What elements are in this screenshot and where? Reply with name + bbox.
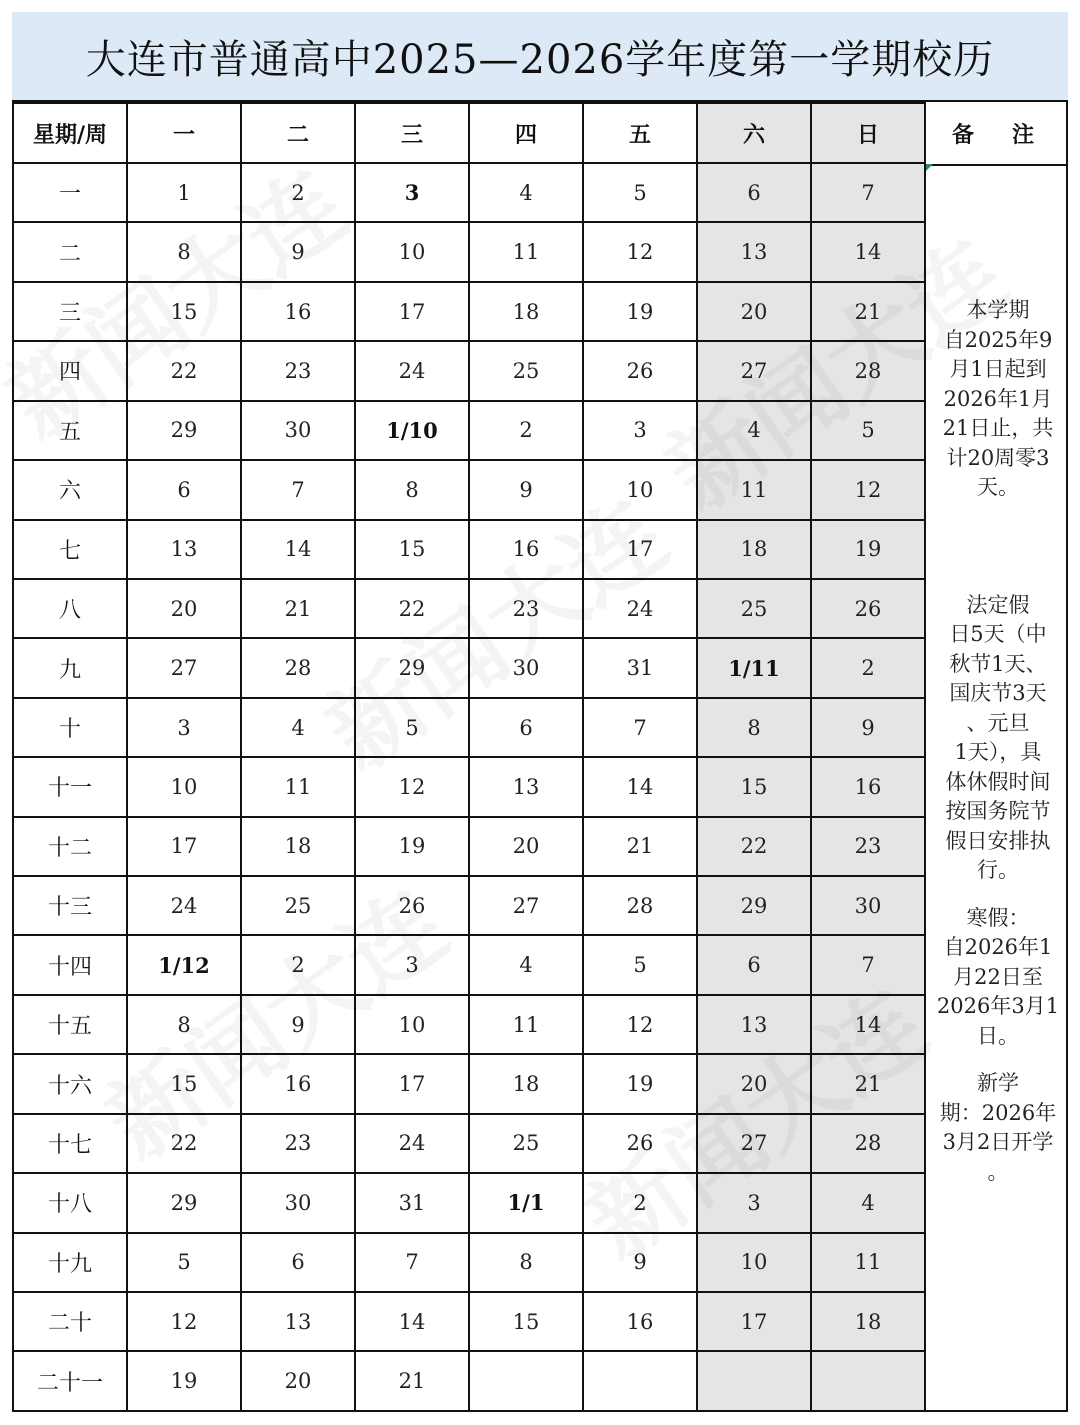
date-cell-sat	[697, 1351, 811, 1411]
date-cell-sun: 28	[811, 341, 925, 400]
date-cell-sun: 21	[811, 1054, 925, 1113]
week-row	[13, 579, 925, 638]
date-cell-sun: 14	[811, 995, 925, 1054]
date-cell-mon: 12	[127, 1292, 241, 1351]
date-cell-sat: 4	[697, 401, 811, 460]
date-cell-wed: 5	[355, 698, 469, 757]
date-cell-sun: 4	[811, 1173, 925, 1232]
date-cell-fri: 12	[583, 222, 697, 281]
date-cell-sun: 16	[811, 757, 925, 816]
day-header-mon: 一	[127, 103, 241, 163]
date-cell-wed: 17	[355, 1054, 469, 1113]
date-cell-sun: 7	[811, 935, 925, 994]
date-cell-wed: 17	[355, 282, 469, 341]
week-number: 五	[13, 401, 127, 460]
date-cell-thu: 1/1	[469, 1173, 583, 1232]
date-cell-sun: 19	[811, 520, 925, 579]
page-title: 大连市普通高中2025—2026学年度第一学期校历	[12, 12, 1068, 102]
week-row	[13, 163, 925, 222]
week-number: 四	[13, 341, 127, 400]
date-cell-wed: 3	[355, 935, 469, 994]
note-line: 自2025年9	[943, 327, 1053, 352]
note-line: 1天），具	[954, 740, 1042, 764]
date-cell-mon: 29	[127, 401, 241, 460]
week-row	[13, 757, 925, 816]
day-header-thu: 四	[469, 103, 583, 163]
date-cell-mon: 1/12	[127, 935, 241, 994]
date-cell-thu: 6	[469, 698, 583, 757]
week-row	[13, 460, 925, 519]
date-cell-sat: 8	[697, 698, 811, 757]
date-cell-fri: 12	[583, 995, 697, 1054]
note-line: 国庆节3天	[949, 681, 1047, 705]
week-row	[13, 520, 925, 579]
week-number: 十	[13, 698, 127, 757]
note-holidays	[932, 591, 1064, 886]
date-cell-sat: 3	[697, 1173, 811, 1232]
notes-column	[924, 102, 1068, 1412]
date-cell-sat: 10	[697, 1233, 811, 1292]
date-cell-tue: 23	[241, 341, 355, 400]
date-cell-tue: 2	[241, 163, 355, 222]
date-cell-sat: 20	[697, 282, 811, 341]
date-cell-mon: 22	[127, 1114, 241, 1173]
date-cell-fri: 7	[583, 698, 697, 757]
date-cell-sat: 22	[697, 817, 811, 876]
week-row	[13, 995, 925, 1054]
date-cell-sun: 18	[811, 1292, 925, 1351]
date-cell-mon: 3	[127, 698, 241, 757]
date-cell-tue: 14	[241, 520, 355, 579]
date-cell-mon: 8	[127, 995, 241, 1054]
date-cell-sat: 27	[697, 341, 811, 400]
date-cell-fri: 26	[583, 341, 697, 400]
week-row	[13, 222, 925, 281]
date-cell-sat: 25	[697, 579, 811, 638]
week-column-header: 星期/周	[13, 103, 127, 163]
date-cell-fri: 16	[583, 1292, 697, 1351]
day-header-sat: 六	[697, 103, 811, 163]
date-cell-tue: 18	[241, 817, 355, 876]
date-cell-thu: 30	[469, 638, 583, 697]
note-line: 秋节1天、	[949, 651, 1047, 676]
week-number: 十七	[13, 1114, 127, 1173]
week-number: 十二	[13, 817, 127, 876]
week-number: 十八	[13, 1173, 127, 1232]
date-cell-wed: 7	[355, 1233, 469, 1292]
date-cell-mon: 13	[127, 520, 241, 579]
date-cell-tue: 7	[241, 460, 355, 519]
date-cell-sun: 30	[811, 876, 925, 935]
week-number: 十三	[13, 876, 127, 935]
date-cell-sat: 15	[697, 757, 811, 816]
date-cell-thu	[469, 1351, 583, 1411]
note-line: 期：2026年	[939, 1100, 1057, 1125]
date-cell-sun: 28	[811, 1114, 925, 1173]
date-cell-wed: 15	[355, 520, 469, 579]
date-cell-tue: 4	[241, 698, 355, 757]
week-row	[13, 638, 925, 697]
date-cell-sun: 21	[811, 282, 925, 341]
week-number: 十九	[13, 1233, 127, 1292]
date-cell-fri: 3	[583, 401, 697, 460]
date-cell-mon: 27	[127, 638, 241, 697]
comment-marker-icon	[926, 164, 933, 171]
date-cell-wed: 26	[355, 876, 469, 935]
note-line: 3月2日开学	[942, 1130, 1054, 1154]
date-cell-thu: 18	[469, 1054, 583, 1113]
date-cell-tue: 9	[241, 995, 355, 1054]
note-new-term	[932, 1069, 1064, 1187]
header-row	[13, 103, 925, 163]
note-line: 假日安排执	[945, 828, 1051, 853]
note-line: 行。	[977, 858, 1019, 882]
date-cell-fri: 5	[583, 935, 697, 994]
date-cell-sun: 2	[811, 638, 925, 697]
week-number: 七	[13, 520, 127, 579]
date-cell-wed: 12	[355, 757, 469, 816]
date-cell-fri: 14	[583, 757, 697, 816]
date-cell-fri: 28	[583, 876, 697, 935]
date-cell-sun: 12	[811, 460, 925, 519]
date-cell-wed: 31	[355, 1173, 469, 1232]
date-cell-wed: 1/10	[355, 401, 469, 460]
notes-header: 备 注	[926, 102, 1068, 166]
date-cell-wed: 29	[355, 638, 469, 697]
date-cell-mon: 5	[127, 1233, 241, 1292]
date-cell-tue: 6	[241, 1233, 355, 1292]
date-cell-wed: 10	[355, 995, 469, 1054]
week-number: 十五	[13, 995, 127, 1054]
date-cell-fri: 26	[583, 1114, 697, 1173]
date-cell-mon: 22	[127, 341, 241, 400]
date-cell-tue: 11	[241, 757, 355, 816]
date-cell-thu: 4	[469, 935, 583, 994]
note-line: 寒假：	[966, 905, 1030, 930]
date-cell-sat: 18	[697, 520, 811, 579]
week-row	[13, 1173, 925, 1232]
date-cell-tue: 23	[241, 1114, 355, 1173]
date-cell-sun: 26	[811, 579, 925, 638]
note-line: 日。	[977, 1023, 1019, 1048]
date-cell-thu: 25	[469, 1114, 583, 1173]
date-cell-wed: 10	[355, 222, 469, 281]
date-cell-thu: 11	[469, 995, 583, 1054]
date-cell-sun: 11	[811, 1233, 925, 1292]
date-cell-tue: 28	[241, 638, 355, 697]
week-row	[13, 1054, 925, 1113]
note-line: 、元旦	[966, 710, 1030, 735]
date-cell-wed: 24	[355, 341, 469, 400]
date-cell-tue: 16	[241, 282, 355, 341]
week-number: 八	[13, 579, 127, 638]
date-cell-sat: 20	[697, 1054, 811, 1113]
date-cell-fri: 2	[583, 1173, 697, 1232]
week-row	[13, 876, 925, 935]
note-line: 月22日至	[953, 964, 1043, 989]
note-line: 2026年1月	[943, 386, 1053, 411]
date-cell-thu: 16	[469, 520, 583, 579]
date-cell-fri	[583, 1351, 697, 1411]
date-cell-fri: 21	[583, 817, 697, 876]
date-cell-fri: 19	[583, 1054, 697, 1113]
week-number: 一	[13, 163, 127, 222]
date-cell-fri: 19	[583, 282, 697, 341]
date-cell-sat: 1/11	[697, 638, 811, 697]
note-winter-break	[932, 904, 1064, 1052]
notes-body	[926, 166, 1068, 1187]
date-cell-wed: 3	[355, 163, 469, 222]
date-cell-sat: 13	[697, 222, 811, 281]
date-cell-thu: 11	[469, 222, 583, 281]
date-cell-tue: 9	[241, 222, 355, 281]
date-cell-mon: 10	[127, 757, 241, 816]
date-cell-fri: 10	[583, 460, 697, 519]
date-cell-sat: 6	[697, 163, 811, 222]
note-term	[932, 296, 1064, 503]
date-cell-sat: 11	[697, 460, 811, 519]
date-cell-mon: 24	[127, 876, 241, 935]
date-cell-sun: 23	[811, 817, 925, 876]
date-cell-wed: 19	[355, 817, 469, 876]
date-cell-mon: 15	[127, 1054, 241, 1113]
date-cell-thu: 2	[469, 401, 583, 460]
week-row	[13, 1292, 925, 1351]
date-cell-thu: 25	[469, 341, 583, 400]
date-cell-sat: 27	[697, 1114, 811, 1173]
date-cell-wed: 22	[355, 579, 469, 638]
date-cell-sun	[811, 1351, 925, 1411]
date-cell-tue: 30	[241, 401, 355, 460]
date-cell-thu: 15	[469, 1292, 583, 1351]
date-cell-thu: 9	[469, 460, 583, 519]
note-line: 按国务院节	[945, 799, 1051, 823]
note-line: 。	[987, 1159, 1009, 1184]
date-cell-sun: 5	[811, 401, 925, 460]
date-cell-mon: 6	[127, 460, 241, 519]
date-cell-thu: 27	[469, 876, 583, 935]
calendar-table	[12, 102, 926, 1412]
date-cell-mon: 15	[127, 282, 241, 341]
note-line: 天。	[977, 475, 1019, 499]
date-cell-fri: 9	[583, 1233, 697, 1292]
day-header-sun: 日	[811, 103, 925, 163]
date-cell-mon: 1	[127, 163, 241, 222]
date-cell-wed: 14	[355, 1292, 469, 1351]
date-cell-tue: 20	[241, 1351, 355, 1411]
date-cell-fri: 24	[583, 579, 697, 638]
date-cell-thu: 13	[469, 757, 583, 816]
date-cell-mon: 20	[127, 579, 241, 638]
date-cell-thu: 18	[469, 282, 583, 341]
date-cell-sat: 17	[697, 1292, 811, 1351]
week-row	[13, 817, 925, 876]
week-number: 三	[13, 282, 127, 341]
week-row	[13, 1233, 925, 1292]
date-cell-mon: 17	[127, 817, 241, 876]
date-cell-mon: 19	[127, 1351, 241, 1411]
week-number: 二十一	[13, 1351, 127, 1411]
date-cell-fri: 5	[583, 163, 697, 222]
note-line: 新学	[977, 1071, 1019, 1095]
note-line: 日5天（中	[949, 622, 1047, 646]
week-number: 十六	[13, 1054, 127, 1113]
calendar-body	[13, 163, 925, 1411]
week-number: 十四	[13, 935, 127, 994]
date-cell-fri: 17	[583, 520, 697, 579]
date-cell-sat: 13	[697, 995, 811, 1054]
week-number: 六	[13, 460, 127, 519]
date-cell-sat: 6	[697, 935, 811, 994]
note-line: 自2026年1	[943, 935, 1053, 959]
day-header-fri: 五	[583, 103, 697, 163]
day-header-tue: 二	[241, 103, 355, 163]
date-cell-wed: 21	[355, 1351, 469, 1411]
week-number: 九	[13, 638, 127, 697]
date-cell-tue: 16	[241, 1054, 355, 1113]
date-cell-thu: 8	[469, 1233, 583, 1292]
date-cell-sun: 14	[811, 222, 925, 281]
date-cell-mon: 29	[127, 1173, 241, 1232]
week-number: 十一	[13, 757, 127, 816]
note-line: 本学期	[966, 298, 1030, 322]
note-line: 2026年3月1	[936, 994, 1060, 1018]
week-row	[13, 935, 925, 994]
date-cell-tue: 13	[241, 1292, 355, 1351]
week-row	[13, 1351, 925, 1411]
date-cell-wed: 24	[355, 1114, 469, 1173]
date-cell-tue: 2	[241, 935, 355, 994]
week-row	[13, 698, 925, 757]
date-cell-mon: 8	[127, 222, 241, 281]
date-cell-sun: 7	[811, 163, 925, 222]
date-cell-tue: 30	[241, 1173, 355, 1232]
date-cell-thu: 23	[469, 579, 583, 638]
week-row	[13, 1114, 925, 1173]
date-cell-fri: 31	[583, 638, 697, 697]
note-line: 21日止，共	[942, 416, 1054, 440]
week-number: 二	[13, 222, 127, 281]
week-row	[13, 341, 925, 400]
week-row	[13, 282, 925, 341]
date-cell-wed: 8	[355, 460, 469, 519]
date-cell-thu: 4	[469, 163, 583, 222]
date-cell-sat: 29	[697, 876, 811, 935]
date-cell-sun: 9	[811, 698, 925, 757]
date-cell-tue: 25	[241, 876, 355, 935]
note-line: 法定假	[966, 592, 1030, 617]
note-line: 体休假时间	[945, 769, 1051, 794]
day-header-wed: 三	[355, 103, 469, 163]
note-line: 计20周零3	[946, 445, 1050, 470]
date-cell-thu: 20	[469, 817, 583, 876]
note-line: 月1日起到	[949, 357, 1047, 381]
date-cell-tue: 21	[241, 579, 355, 638]
week-number: 二十	[13, 1292, 127, 1351]
week-row	[13, 401, 925, 460]
